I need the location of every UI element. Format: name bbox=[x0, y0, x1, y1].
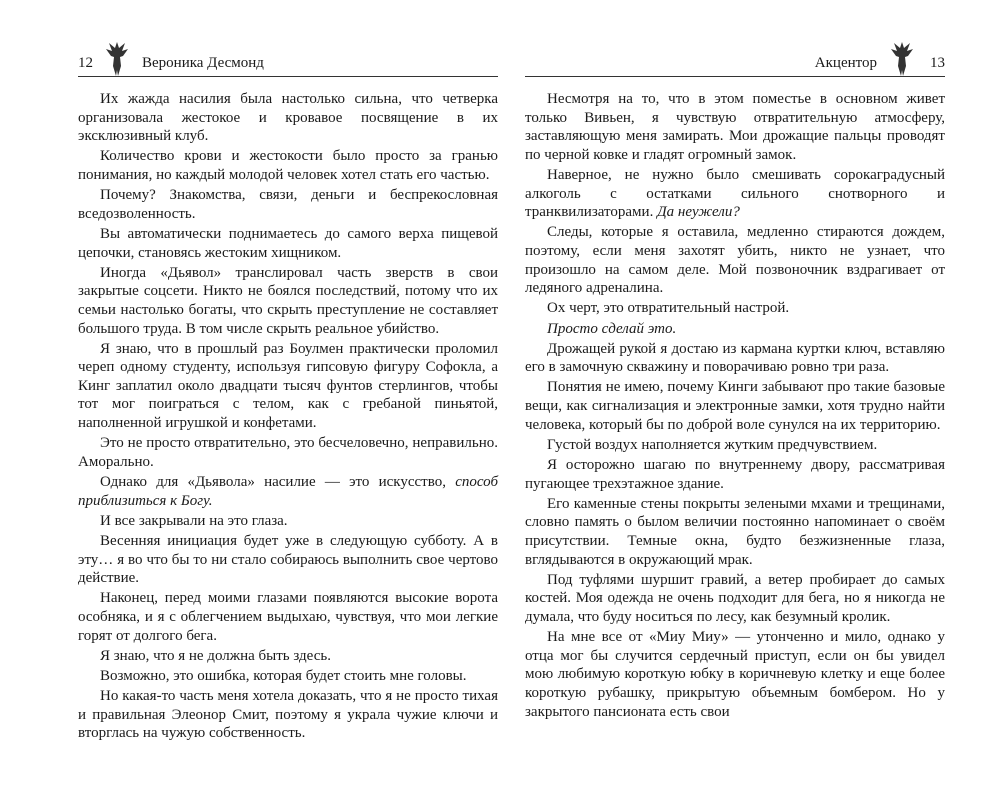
paragraph: Несмотря на то, что в этом поместье в основном живет только Вивьен, я чувствую отвратительную атмосферу, заставляющую меня замирать. Мои дрожащие пальцы проводят по черной ковке и гладят огромный замок. bbox=[525, 91, 945, 163]
paragraph: Почему? Знакомства, связи, деньги и беспрекословная вседозволенность. bbox=[78, 187, 498, 222]
paragraph: И все закрывали на это глаза. bbox=[100, 512, 288, 529]
paragraph: Следы, которые я оставила, медленно стираются дождем, поэтому, если меня захотят убить, никто не узнает, что произошло на самом деле. Мой позвоночник вздрагивает от ледяного адреналина. bbox=[525, 224, 945, 297]
running-head-right: Акцентор bbox=[814, 55, 877, 71]
header-rule bbox=[525, 76, 945, 77]
page-number-right: 13 bbox=[930, 55, 945, 71]
paragraph: Их жажда насилия была настолько сильна, что четверка организовала жестокое и кровавое посвящение в их эксклюзивный клуб. bbox=[78, 91, 498, 145]
ornament-emblem-icon bbox=[104, 40, 130, 85]
header-rule bbox=[78, 76, 498, 77]
paragraph: Я осторожно шагаю по внутреннему двору, рассматривая пугающее трехэтажное здание. bbox=[525, 457, 945, 492]
paragraph: Наверное, не нужно было смешивать сорокаградусный алкоголь с остатками сильного снотворного и транквилизаторами. Да неужели? bbox=[525, 166, 945, 221]
paragraph: Я знаю, что в прошлый раз Боулмен практически проломил череп одному студенту, используя гипсовую фигуру Софокла, а Кинг заплатил около двадцати тысяч фунтов стерлингов, чтобы тот мог поиграться с телом, как с гребаной пиньятой, наполненной игрушкой и конфетами. bbox=[78, 340, 498, 432]
paragraph: Это не просто отвратительно, это бесчеловечно, неправильно. Аморально. bbox=[78, 435, 498, 470]
paragraph: Я знаю, что я не должна быть здесь. bbox=[100, 647, 331, 664]
right-page-text bbox=[525, 90, 945, 723]
paragraph: Дрожащей рукой я достаю из кармана куртки ключ, вставляю его в замочную скважину и поворачиваю ровно три раза. bbox=[525, 340, 945, 376]
paragraph: Ох черт, это отвратительный настрой. bbox=[547, 300, 790, 317]
paragraph: Иногда «Дьявол» транслировал часть зверств в свои закрытые соцсети. Никто не боялся последствий, потому что их семьи настолько богаты, что скрыть преступление не составляет большого труда. В том числе скрыть реальное убийство. bbox=[78, 264, 498, 337]
left-page bbox=[78, 0, 498, 788]
paragraph: Густой воздух наполняется жутким предчувствием. bbox=[547, 436, 878, 453]
paragraph: Под туфлями шуршит гравий, а ветер пробирает до самых костей. Моя одежда не очень подходит для бега, но я никогда не думала, что буду носиться по лесу, как безумный кролик. bbox=[525, 571, 945, 625]
paragraph: Вы автоматически поднимаетесь до самого верха пищевой цепочки, становясь жестоким хищником. bbox=[78, 225, 498, 261]
paragraph: На мне все от «Миу Миу» — утонченно и мило, однако у отца мог бы случится сердечный приступ, если он бы увидел мою любимую короткую юбку в коричневую клетку и еще более короткую рубашку, прикрытую объемным бомбером. Но у закрытого пансионата есть свои bbox=[525, 629, 945, 720]
running-head-left: Вероника Десмонд bbox=[142, 55, 264, 71]
page-number-left: 12 bbox=[78, 55, 93, 71]
right-page bbox=[525, 0, 945, 788]
ornament-emblem-icon bbox=[889, 40, 915, 85]
left-page-text bbox=[78, 90, 498, 745]
paragraph: Наконец, перед моими глазами появляются высокие ворота особняка, и я с облегчением выдыхаю, чувствуя, что мои легкие горят от долгого бега. bbox=[78, 590, 498, 644]
paragraph: Весенняя инициация будет уже в следующую субботу. А в эту… я во что бы то ни стало собираюсь выполнить свое чертово действие. bbox=[78, 533, 498, 587]
paragraph: Однако для «Дьявола» насилие — это искусство, способ приблизиться к Богу. bbox=[78, 474, 498, 509]
right-page-header bbox=[525, 52, 945, 74]
paragraph: Количество крови и жестокости было просто за гранью понимания, но каждый молодой человек хотел стать его частью. bbox=[78, 148, 498, 183]
paragraph: Понятия не имею, почему Кинги забывают про такие базовые вещи, как сигнализация и электронные замки, хотя трудно найти человека, который бы по доброй воле сунулся на их территорию. bbox=[525, 379, 945, 433]
paragraph: Но какая-то часть меня хотела доказать, что я не просто тихая и правильная Элеонор Смит, поэтому я украла чужие ключи и вторглась на чужую собственность. bbox=[78, 688, 498, 742]
paragraph: Просто сделай это. bbox=[547, 320, 677, 337]
left-page-header bbox=[78, 52, 498, 74]
paragraph: Возможно, это ошибка, которая будет стоить мне головы. bbox=[100, 667, 467, 684]
paragraph: Его каменные стены покрыты зелеными мхами и трещинами, словно память о былом величии постоянно напоминает о своём присутствии. Темные окна, будто безжизненные глаза, вглядываются в окружающий мрак. bbox=[525, 495, 945, 568]
